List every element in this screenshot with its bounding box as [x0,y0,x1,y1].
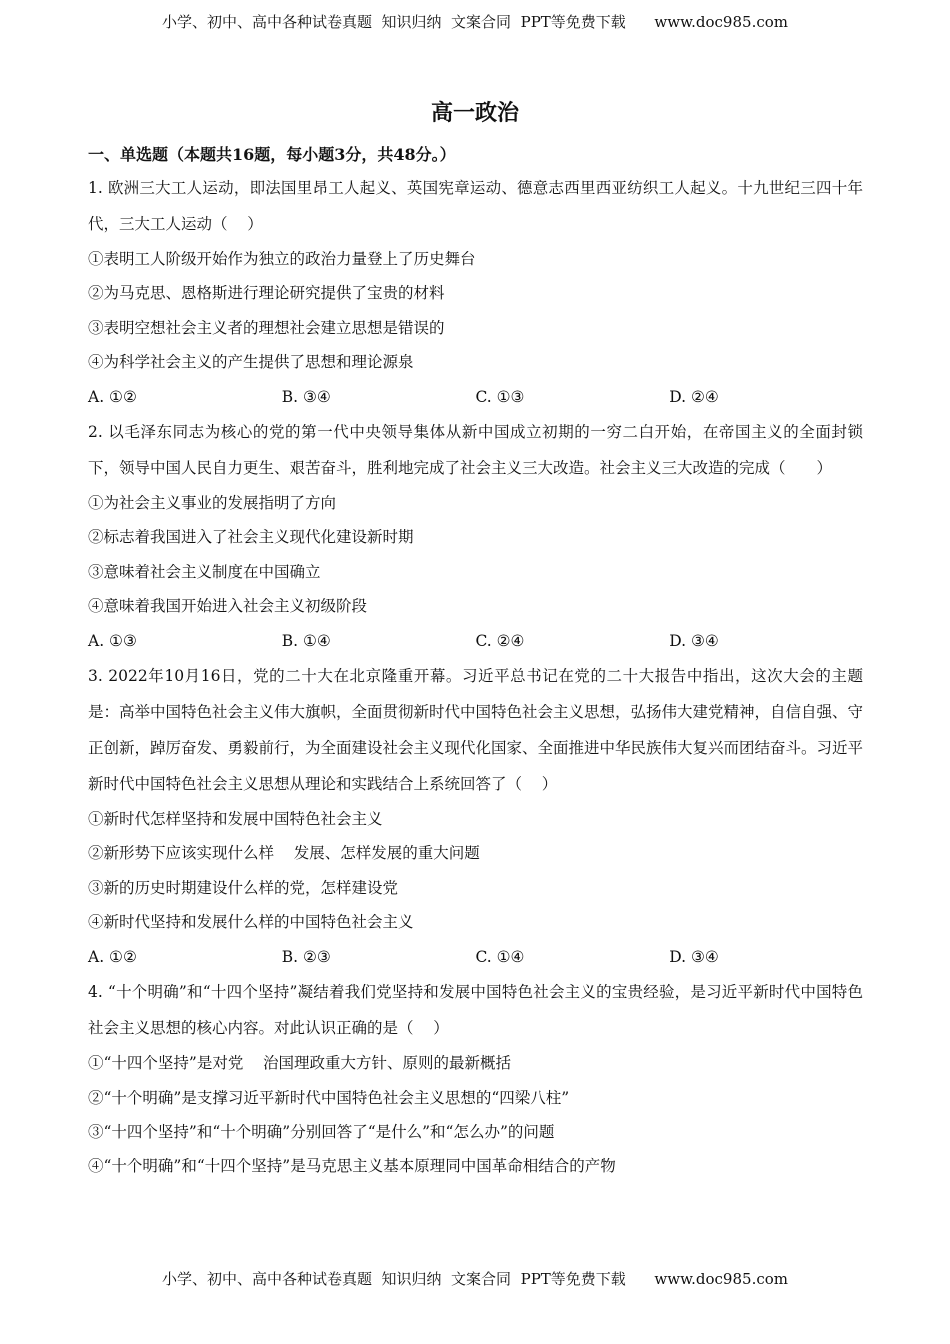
statement-option: ②标志着我国进入了社会主义现代化建设新时期 [88,528,414,547]
page-header: 小学、初中、高中各种试卷真题 知识归纳 文案合同 PPT等免费下载 www.doc985.com [161,13,788,31]
statement-option: ②新形势下应该实现什么样 发展、怎样发展的重大问题 [88,844,480,863]
answer-choices [88,624,863,658]
answer-choices [88,940,863,974]
statement-option: ④新时代坚持和发展什么样的中国特色社会主义 [88,913,414,932]
choice-b: B. ①④ [281,631,331,650]
choice-c: C. ②④ [475,631,525,650]
statement-option: ①表明工人阶级开始作为独立的政治力量登上了历史舞台 [88,250,476,268]
statement-option: ④意味着我国开始进入社会主义初级阶段 [88,597,368,616]
page-title: 高一政治 [430,100,519,126]
question-3 [88,658,863,974]
choice-d: D. ③④ [669,631,719,650]
statement-option: ③意味着社会主义制度在中国确立 [88,562,321,581]
question-stem: 1. 欧洲三大工人运动，即法国里昂工人起义、英国宪章运动、德意志西里西亚纺织工人起义。十九世纪三四十年代，三大工人运动（ ） [88,179,863,233]
choice-c: C. ①③ [475,387,525,406]
question-4 [88,974,863,1184]
statement-option: ③表明空想社会主义者的理想社会建立思想是错误的 [88,318,445,337]
page-footer: 小学、初中、高中各种试卷真题 知识归纳 文案合同 PPT等免费下载 www.doc985.com [161,1270,788,1288]
statement-option: ①“十四个坚持”是对党 治国理政重大方针、原则的最新概括 [88,1054,512,1073]
question-stem: 2. 以毛泽东同志为核心的党的第一代中央领导集体从新中国成立初期的一穷二白开始，在帝国主义的全面封锁下，领导中国人民自力更生、艰苦奋斗，胜利地完成了社会主义三大改造。社会主义三大改造的完成（ ） [88,423,863,478]
question-stem: 4. “十个明确”和“十四个坚持”凝结着我们党坚持和发展中国特色社会主义的宝贵经验，是习近平新时代中国特色社会主义思想的核心内容。对此认识正确的是（ ） [88,983,863,1038]
exam-content [88,142,863,1184]
question-2 [88,414,863,658]
section-heading: 一、单选题（本题共16题，每小题3分，共48分。） [88,145,456,164]
question-stem: 3. 2022年10月16日，党的二十大在北京隆重开幕。习近平总书记在党的二十大报告中指出，这次大会的主题是：高举中国特色社会主义伟大旗帜，全面贯彻新时代中国特色社会主义思想，弘扬伟大建党精神，自信自强、守正创新，踔厉奋发、勇毅前行，为全面建设社会主义现代化国家、全面推进中华民族伟大复兴而团结奋斗。习近平新时代中国特色社会主义思想从理论和实践结合上系统回答了（ ） [88,667,864,794]
statement-option: ①新时代怎样坚持和发展中国特色社会主义 [88,810,383,829]
choice-a: A. ①② [88,387,137,406]
choice-c: C. ①④ [475,947,525,966]
question-1 [88,170,863,414]
choice-a: A. ①③ [88,631,137,650]
statement-option: ③新的历史时期建设什么样的党，怎样建设党 [88,878,399,897]
statement-option: ②为马克思、恩格斯进行理论研究提供了宝贵的材料 [88,284,445,303]
choice-d: D. ②④ [669,387,719,406]
statement-option: ①为社会主义事业的发展指明了方向 [88,494,337,513]
choice-a: A. ①② [88,947,137,966]
statement-option: ③“十四个坚持”和“十个明确”分别回答了“是什么”和“怎么办”的问题 [88,1122,555,1141]
statement-option: ②“十个明确”是支撑习近平新时代中国特色社会主义思想的“四梁八柱” [88,1088,570,1107]
statement-option: ④“十个明确”和“十四个坚持”是马克思主义基本原理同中国革命相结合的产物 [88,1157,616,1176]
answer-choices [88,380,863,414]
choice-b: B. ②③ [281,947,331,966]
choice-d: D. ③④ [669,947,719,966]
choice-b: B. ③④ [281,387,331,406]
statement-option: ④为科学社会主义的产生提供了思想和理论源泉 [88,353,414,372]
